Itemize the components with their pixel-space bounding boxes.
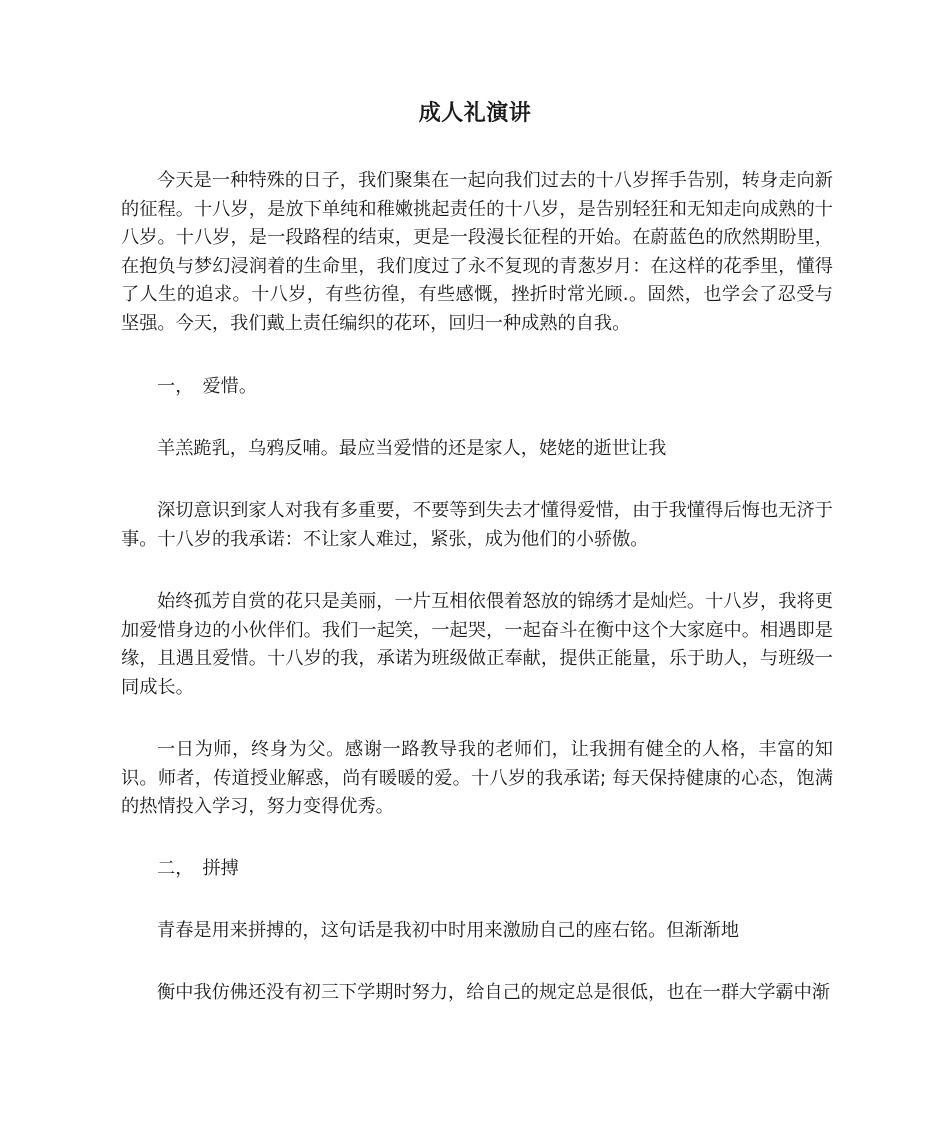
- paragraph-hengzhong: 衡中我仿佛还没有初三下学期时努力，给自己的规定总是很低，也在一群大学霸中渐: [157, 982, 830, 1003]
- document-title: 成人礼演讲: [418, 101, 532, 126]
- paragraph-youth: 青春是用来拼搏的，这句话是我初中时用来激励自己的座右铭。但渐渐地: [157, 920, 740, 941]
- paragraph-classmates: 始终孤芳自赏的花只是美丽，一片互相依偎着怒放的锦绣才是灿烂。十八岁，我将更加爱惜身边的小伙伴们。我们一起笑，一起哭，一起奋斗在衡中这个大家庭中。相遇即是缘，且遇且爱惜。十八岁的我，承诺为班级做正奉献，提供正能量，乐于助人，与班级一同成长。: [121, 591, 833, 698]
- paragraph-teachers: 一日为师，终身为父。感谢一路教导我的老师们，让我拥有健全的人格，丰富的知识。师者，传道授业解惑，尚有暖暖的爱。十八岁的我承诺; 每天保持健康的心态，饱满的热情投入学习，努力变得优秀。: [121, 739, 833, 818]
- paragraph-family-2: 深切意识到家人对我有多重要，不要等到失去才懂得爱惜，由于我懂得后悔也无济于事。十八岁的我承诺：不让家人难过，紧张，成为他们的小骄傲。: [121, 500, 833, 550]
- section-heading-strive: 二， 拼搏: [157, 858, 239, 879]
- paragraph-family-1: 羊羔跪乳，乌鸦反哺。最应当爱惜的还是家人，姥姥的逝世让我: [157, 438, 667, 459]
- paragraph-intro: 今天是一种特殊的日子，我们聚集在一起向我们过去的十八岁挥手告别，转身走向新的征程。十八岁，是放下单纯和稚嫩挑起责任的十八岁，是告别轻狂和无知走向成熟的十八岁。十八岁，是一段路程的结束，更是一段漫长征程的开始。在蔚蓝色的欣然期盼里，在抱负与梦幻浸润着的生命里，我们度过了永不复现的青葱岁月：在这样的花季里，懂得了人生的追求。十八岁，有些彷徨，有些感慨，挫折时常光顾.。固然，也学会了忍受与坚强。今天，我们戴上责任编织的花环，回归一种成熟的自我。: [121, 170, 833, 334]
- section-heading-cherish: 一， 爱惜。: [157, 376, 258, 397]
